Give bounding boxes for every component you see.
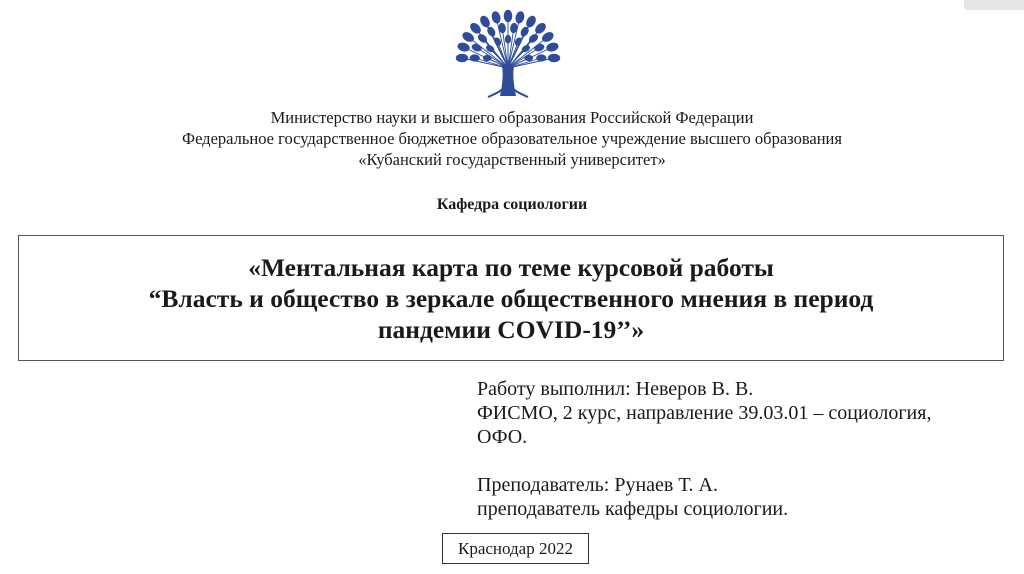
leaf-shape	[490, 10, 502, 24]
leaf-shape	[514, 10, 526, 24]
tree-logo-icon	[448, 6, 568, 98]
university-name: «Кубанский государственный университет»	[358, 150, 666, 169]
teacher-position: преподаватель кафедры социологии.	[477, 498, 789, 520]
leaf-shape	[483, 55, 492, 61]
city-year: Краснодар 2022	[442, 533, 589, 564]
trunk-shape	[500, 66, 516, 96]
scrollbar[interactable]	[964, 0, 1024, 10]
author-form: ОФО.	[477, 426, 528, 448]
author-line: Работу выполнил: Неверов В. В.	[477, 378, 754, 400]
teacher-line: Преподаватель: Рунаев Т. А.	[477, 474, 718, 496]
ministry-line: Министерство науки и высшего образования Российской Федерации	[270, 108, 754, 127]
title-line-3: пандемии COVID-19’’»	[377, 314, 645, 344]
title-line-2: “Власть и общество в зеркале общественного мнения в период	[148, 283, 874, 313]
title-line-1: «Ментальная карта по теме курсовой работы	[248, 252, 774, 282]
institution-type-line: Федеральное государственное бюджетное образовательное учреждение высшего образования	[182, 129, 842, 148]
work-title-box	[18, 235, 1004, 361]
organization-header	[0, 107, 1024, 170]
leaf-shape	[545, 41, 559, 53]
department-name: Кафедра социологии	[436, 196, 588, 213]
author-info	[477, 377, 1017, 521]
leaf-shape	[548, 54, 560, 63]
author-program: ФИСМО, 2 курс, направление 39.03.01 – социология,	[477, 402, 932, 424]
